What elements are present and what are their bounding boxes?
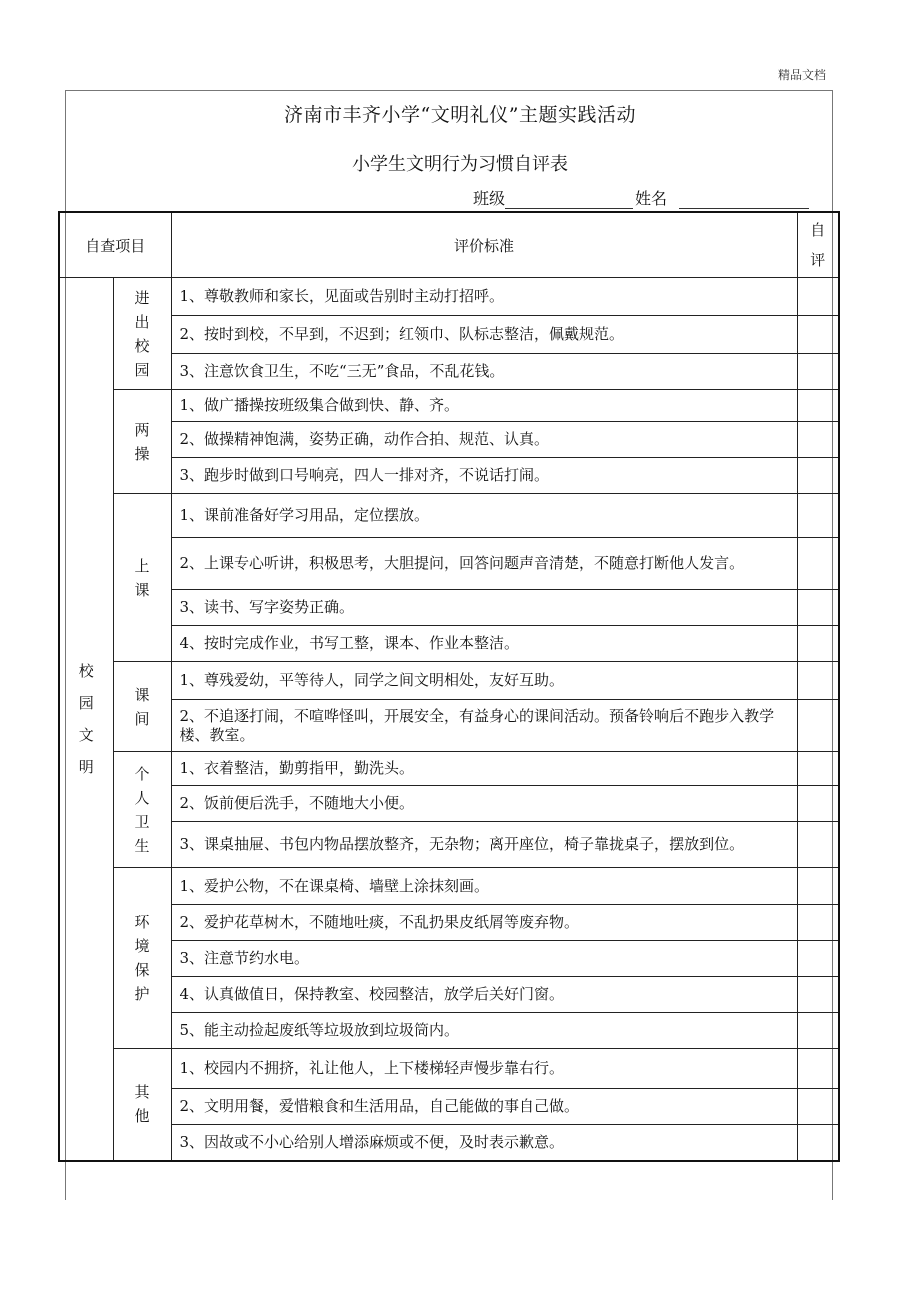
criterion-text: 5、能主动捡起废纸等垃圾放到垃圾筒内。: [171, 1013, 797, 1049]
subcategory-char: 操: [134, 444, 150, 463]
class-field[interactable]: [505, 190, 633, 209]
self-rating-cell[interactable]: [797, 700, 839, 752]
criterion-text: 1、尊敬教师和家长，见面或告别时主动打招呼。: [171, 278, 797, 316]
criterion-text: 2、上课专心听讲，积极思考，大胆提问，回答问题声音清楚，不随意打断他人发言。: [171, 538, 797, 590]
name-label: 姓名: [635, 189, 668, 208]
criterion-text: 1、尊残爱幼，平等待人，同学之间文明相处，友好互助。: [171, 662, 797, 700]
self-rating-cell[interactable]: [797, 538, 839, 590]
table-row: [59, 977, 839, 1013]
criterion-text: 3、因故或不小心给别人增添麻烦或不便，及时表示歉意。: [171, 1125, 797, 1161]
subcategory-cell: [113, 390, 171, 494]
criterion-text: 4、认真做值日，保持教室、校园整洁，放学后关好门窗。: [171, 977, 797, 1013]
criterion-text: 1、做广播操按班级集合做到快、静、齐。: [171, 390, 797, 422]
header-self: [797, 212, 839, 278]
table-row: [59, 458, 839, 494]
class-label: 班级: [473, 189, 506, 208]
table-row: [59, 278, 839, 316]
subcategory-cell: [113, 494, 171, 662]
table-row: [59, 941, 839, 977]
self-rating-cell[interactable]: [797, 316, 839, 354]
table-row: [59, 905, 839, 941]
criterion-text: 2、不追逐打闹，不喧哗怪叫，开展安全，有益身心的课间活动。预备铃响后不跑步入教学楼、教室。: [171, 700, 797, 752]
self-rating-cell[interactable]: [797, 626, 839, 662]
subcategory-cell: [113, 1049, 171, 1161]
table-row: [59, 590, 839, 626]
criterion-text: 1、爱护公物，不在课桌椅、墙壁上涂抹刻画。: [171, 868, 797, 905]
table-row: [59, 494, 839, 538]
table-row: [59, 700, 839, 752]
subcategory-cell: [113, 662, 171, 752]
subcategory-char: 他: [134, 1107, 150, 1126]
subcategory-char: 个: [134, 764, 150, 783]
table-row: [59, 868, 839, 905]
self-rating-cell[interactable]: [797, 458, 839, 494]
criterion-text: 2、文明用餐，爱惜粮食和生活用品，自己能做的事自己做。: [171, 1089, 797, 1125]
subcategory-char: 上: [134, 556, 150, 575]
subcategory-char: 其: [134, 1083, 150, 1102]
evaluation-table: [58, 211, 840, 1162]
criterion-text: 2、做操精神饱满，姿势正确，动作合拍、规范、认真。: [171, 422, 797, 458]
self-rating-cell[interactable]: [797, 1125, 839, 1161]
main-category-char: 文: [78, 725, 94, 744]
self-rating-cell[interactable]: [797, 941, 839, 977]
self-rating-cell[interactable]: [797, 786, 839, 822]
header-self-bottom: 评: [810, 251, 826, 269]
subcategory-char: 进: [134, 288, 150, 307]
document-title: 济南市丰齐小学“文明礼仪”主题实践活动: [284, 104, 636, 126]
criterion-text: 3、读书、写字姿势正确。: [171, 590, 797, 626]
header-standard: 评价标准: [171, 212, 797, 278]
criterion-text: 2、按时到校，不早到，不迟到；红领巾、队标志整洁，佩戴规范。: [171, 316, 797, 354]
subcategory-cell: [113, 868, 171, 1049]
criterion-text: 3、注意节约水电。: [171, 941, 797, 977]
criterion-text: 1、校园内不拥挤，礼让他人，上下楼梯轻声慢步靠右行。: [171, 1049, 797, 1089]
self-rating-cell[interactable]: [797, 822, 839, 868]
table-row: [59, 822, 839, 868]
subcategory-cell: [113, 752, 171, 868]
table-row: [59, 316, 839, 354]
self-rating-cell[interactable]: [797, 390, 839, 422]
table-row: [59, 752, 839, 786]
criterion-text: 3、注意饮食卫生，不吃“三无”食品，不乱花钱。: [171, 354, 797, 390]
main-category-cell: [59, 278, 113, 1161]
table-row: [59, 354, 839, 390]
subcategory-char: 校: [134, 336, 150, 355]
table-row: [59, 662, 839, 700]
self-rating-cell[interactable]: [797, 1049, 839, 1089]
self-rating-cell[interactable]: [797, 278, 839, 316]
name-field[interactable]: [679, 190, 809, 209]
subcategory-char: 护: [134, 985, 150, 1003]
table-row: [59, 1125, 839, 1161]
self-rating-cell[interactable]: [797, 422, 839, 458]
subcategory-char: 课: [134, 580, 150, 599]
table-row: [59, 1013, 839, 1049]
main-category-char: 明: [78, 757, 94, 776]
main-category-char: 园: [78, 693, 94, 712]
subcategory-char: 保: [134, 961, 150, 979]
table-header-row: [59, 212, 839, 278]
self-rating-cell[interactable]: [797, 868, 839, 905]
header-self-top: 自: [810, 221, 826, 239]
criterion-text: 3、跑步时做到口号响亮，四人一排对齐，不说话打闹。: [171, 458, 797, 494]
main-category-char: 校: [78, 661, 94, 680]
table-row: [59, 786, 839, 822]
self-rating-cell[interactable]: [797, 494, 839, 538]
table-row: [59, 626, 839, 662]
self-rating-cell[interactable]: [797, 1089, 839, 1125]
subcategory-cell: [113, 278, 171, 390]
criterion-text: 2、饭前便后洗手，不随地大小便。: [171, 786, 797, 822]
criterion-text: 3、课桌抽屉、书包内物品摆放整齐，无杂物；离开座位，椅子靠拢桌子，摆放到位。: [171, 822, 797, 868]
self-rating-cell[interactable]: [797, 662, 839, 700]
table-row: [59, 422, 839, 458]
subcategory-char: 课: [134, 685, 150, 704]
subcategory-char: 生: [134, 836, 150, 855]
header-item: 自查项目: [59, 212, 171, 278]
table-row: [59, 390, 839, 422]
self-rating-cell[interactable]: [797, 977, 839, 1013]
table-row: [59, 538, 839, 590]
self-rating-cell[interactable]: [797, 1013, 839, 1049]
table-row: [59, 1089, 839, 1125]
table-row: [59, 1049, 839, 1089]
subcategory-char: 卫: [134, 812, 150, 831]
subcategory-char: 出: [134, 312, 150, 331]
criterion-text: 1、课前准备好学习用品，定位摆放。: [171, 494, 797, 538]
subcategory-char: 园: [134, 360, 150, 379]
subcategory-char: 境: [134, 937, 150, 955]
self-rating-cell[interactable]: [797, 354, 839, 390]
subcategory-char: 间: [134, 709, 150, 728]
criterion-text: 4、按时完成作业，书写工整，课本、作业本整洁。: [171, 626, 797, 662]
document-subtitle: 小学生文明行为习惯自评表: [352, 154, 568, 175]
self-rating-cell[interactable]: [797, 752, 839, 786]
criterion-text: 2、爱护花草树木，不随地吐痰，不乱扔果皮纸屑等废弃物。: [171, 905, 797, 941]
subcategory-char: 人: [134, 788, 150, 807]
self-rating-cell[interactable]: [797, 590, 839, 626]
subcategory-char: 环: [134, 913, 150, 931]
subcategory-char: 两: [134, 420, 150, 439]
watermark-text: 精品文档: [778, 68, 827, 82]
info-row: [473, 186, 809, 209]
criterion-text: 1、衣着整洁，勤剪指甲，勤洗头。: [171, 752, 797, 786]
self-rating-cell[interactable]: [797, 905, 839, 941]
